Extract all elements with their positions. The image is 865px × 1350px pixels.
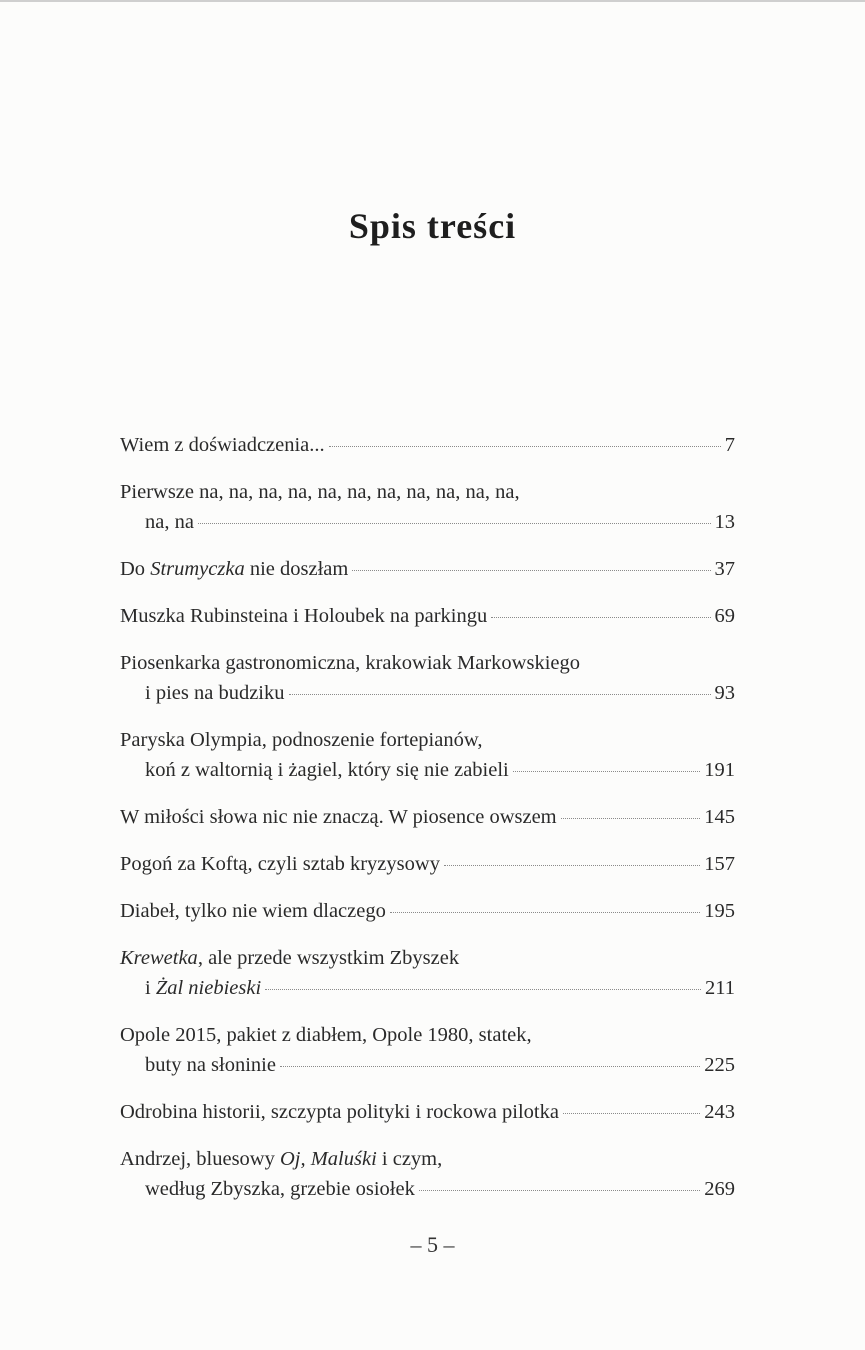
dot-leader <box>289 693 711 695</box>
title-fragment: i <box>145 977 156 999</box>
title-fragment: Paryska Olympia, podnoszenie fortepianów, <box>120 729 483 751</box>
title-fragment: Odrobina historii, szczypta polityki i rockowa pilotka <box>120 1101 559 1123</box>
toc-entry <box>120 1097 735 1127</box>
toc-entry-line <box>120 1174 735 1204</box>
toc-page-number: 93 <box>714 682 735 704</box>
toc-entry-title <box>120 477 520 507</box>
toc-entry <box>120 725 735 785</box>
dot-leader <box>513 770 701 772</box>
toc-entry-line <box>120 802 735 832</box>
table-of-contents <box>120 430 735 1221</box>
toc-entry-title <box>120 1020 532 1050</box>
toc-entry-line <box>120 755 735 785</box>
italic-title-fragment: Strumyczka <box>150 558 245 580</box>
toc-entry <box>120 554 735 584</box>
toc-entry-line <box>120 554 735 584</box>
toc-entry-line <box>120 477 735 507</box>
title-fragment: , ale przede wszystkim Zbyszek <box>197 947 460 969</box>
title-fragment: koń z waltornią i żagiel, który się nie zabieli <box>145 759 509 781</box>
toc-entry-title <box>120 1097 559 1127</box>
dot-leader <box>444 864 700 866</box>
toc-entry <box>120 601 735 631</box>
dot-leader <box>198 522 711 524</box>
toc-entry-line <box>120 973 735 1003</box>
dot-leader <box>390 911 700 913</box>
toc-page-number: 195 <box>704 900 735 922</box>
toc-entry-title <box>120 849 440 879</box>
toc-entry <box>120 896 735 926</box>
toc-entry-title <box>120 1144 442 1174</box>
toc-page-number: 145 <box>704 806 735 828</box>
toc-entry-line <box>120 678 735 708</box>
italic-title-fragment: Oj, Maluśki <box>279 1148 377 1170</box>
toc-entry-line <box>120 430 735 460</box>
toc-page-number: 37 <box>714 558 735 580</box>
toc-entry-title <box>120 725 482 755</box>
title-fragment: na, na <box>145 511 194 533</box>
title-fragment: Pogoń za Koftą, czyli sztab kryzysowy <box>120 853 440 875</box>
toc-entry-line <box>120 1020 735 1050</box>
toc-entry-line <box>120 1144 735 1174</box>
title-fragment: Do <box>120 558 151 580</box>
dot-leader <box>561 817 701 819</box>
toc-page-number: 157 <box>704 853 735 875</box>
toc-page-number: 7 <box>724 434 735 456</box>
dot-leader <box>563 1112 700 1114</box>
title-fragment: i pies na budziku <box>145 682 285 704</box>
toc-entry-title <box>120 896 386 926</box>
toc-entry-title <box>120 943 459 973</box>
toc-entry-line <box>120 1097 735 1127</box>
dot-leader <box>280 1065 700 1067</box>
toc-page-number: 13 <box>714 511 735 533</box>
toc-page-number: 69 <box>714 605 735 627</box>
title-fragment: Wiem z doświadczenia... <box>120 434 325 456</box>
toc-entry-title <box>145 507 194 537</box>
toc-entry-title <box>120 648 580 678</box>
title-fragment: Pierwsze na, na, na, na, na, na, na, na, na, na, na, <box>120 481 520 503</box>
dot-leader <box>329 445 721 447</box>
italic-title-fragment: Krewetka <box>120 947 198 969</box>
dot-leader <box>419 1189 700 1191</box>
title-fragment: Andrzej, bluesowy <box>120 1148 280 1170</box>
toc-entry-line <box>120 849 735 879</box>
page-title: Spis treści <box>348 206 517 246</box>
toc-entry <box>120 1020 735 1080</box>
title-fragment: według Zbyszka, grzebie osiołek <box>145 1178 415 1200</box>
toc-entry-line <box>120 601 735 631</box>
toc-entry-line <box>120 896 735 926</box>
toc-page-number: 243 <box>704 1101 735 1123</box>
toc-entry-title <box>120 430 325 460</box>
title-fragment: nie doszłam <box>244 558 349 580</box>
toc-entry-line <box>120 725 735 755</box>
toc-entry <box>120 430 735 460</box>
toc-page-number: 225 <box>704 1054 735 1076</box>
toc-entry-title <box>145 678 285 708</box>
toc-entry <box>120 477 735 537</box>
dot-leader <box>491 616 710 618</box>
toc-entry <box>120 1144 735 1204</box>
title-fragment: i czym, <box>376 1148 443 1170</box>
toc-entry-title <box>145 755 509 785</box>
title-fragment: Diabeł, tylko nie wiem dlaczego <box>120 900 386 922</box>
title-fragment: W miłości słowa nic nie znaczą. W piosence owszem <box>120 806 557 828</box>
title-fragment: Piosenkarka gastronomiczna, krakowiak Markowskiego <box>120 652 580 674</box>
italic-title-fragment: Żal niebieski <box>155 977 262 999</box>
page-number: – 5 – <box>410 1232 455 1257</box>
toc-entry <box>120 943 735 1003</box>
toc-entry <box>120 849 735 879</box>
toc-entry <box>120 648 735 708</box>
title-fragment: buty na słoninie <box>145 1054 276 1076</box>
title-fragment: Opole 2015, pakiet z diabłem, Opole 1980, statek, <box>120 1024 532 1046</box>
toc-page-number: 211 <box>705 977 735 999</box>
toc-entry <box>120 802 735 832</box>
toc-entry-line <box>120 1050 735 1080</box>
dot-leader <box>265 988 701 990</box>
toc-page-number: 191 <box>704 759 735 781</box>
toc-entry-title <box>145 1174 415 1204</box>
toc-entry-title <box>120 601 487 631</box>
dot-leader <box>352 569 710 571</box>
toc-entry-line <box>120 507 735 537</box>
toc-entry-title <box>120 802 557 832</box>
toc-entry-line <box>120 943 735 973</box>
toc-entry-title <box>145 1050 276 1080</box>
toc-entry-title <box>145 973 261 1003</box>
page-edge <box>0 0 865 2</box>
toc-entry-title <box>120 554 348 584</box>
title-fragment: Muszka Rubinsteina i Holoubek na parkingu <box>120 605 488 627</box>
toc-entry-line <box>120 648 735 678</box>
toc-page-number: 269 <box>704 1178 735 1200</box>
